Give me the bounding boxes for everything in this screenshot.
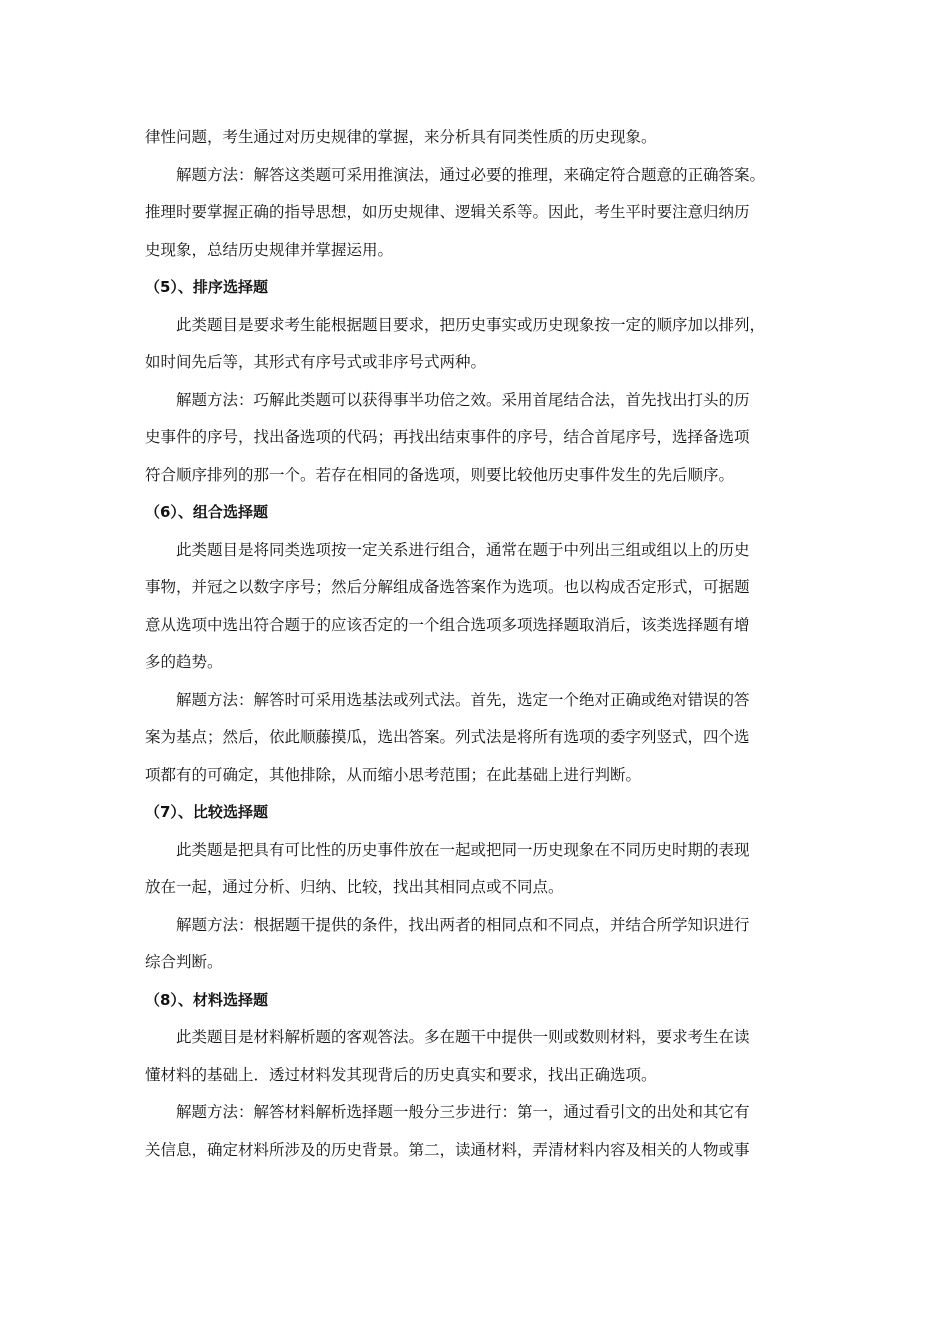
text-line: 懂材料的基础上．透过材料发其现背后的历史真实和要求，找出正确选项。 — [145, 1065, 657, 1084]
text-line: 多的趋势。 — [145, 653, 223, 671]
text-line: 综合判断。 — [145, 953, 223, 971]
text-line: 事物，并冠之以数字序号；然后分解组成备选答案作为选项。也以构成否定形式，可据题 — [145, 578, 750, 596]
text-line: 此类题目是材料解析题的客观答法。多在题干中提供一则或数则材料，要求考生在读 — [176, 1028, 750, 1046]
text-line: 此类题是把具有可比性的历史事件放在一起或把同一历史现象在不同历史时期的表现 — [176, 840, 750, 859]
text-line: 史事件的序号，找出备选项的代码；再找出结束事件的序号，结合首尾序号，选择备选项 — [145, 428, 750, 446]
text-line: 解题方法：根据题干提供的条件，找出两者的相同点和不同点，并结合所学知识进行 — [176, 915, 750, 934]
text-line: 此类题目是将同类选项按一定关系进行组合，通常在题于中列出三组或组以上的历史 — [176, 540, 750, 559]
text-line: 如时间先后等，其形式有序号式或非序号式两种。 — [145, 353, 487, 371]
text-line: 解题方法：解答材料解析选择题一般分三步进行：第一，通过看引文的出处和其它有 — [176, 1103, 750, 1121]
text-line: 放在一起，通过分析、归纳、比较，找出其相同点或不同点。 — [145, 878, 564, 896]
text-line: 解题方法：解答这类题可采用推演法，通过必要的推理，来确定符合题意的正确答案。 — [176, 165, 766, 184]
text-line: 律性问题，考生通过对历史规律的掌握，来分析具有同类性质的历史现象。 — [145, 128, 657, 146]
text-line: 案为基点；然后，依此顺藤摸瓜，选出答案。列式法是将所有选项的委字列竖式，四个选 — [145, 728, 750, 746]
text-line: 解题方法：解答时可采用选基法或列式法。首先，选定一个绝对正确或绝对错误的答 — [176, 690, 750, 709]
text-line: 意从选项中选出符合题于的应该否定的一个组合选项多项选择题取消后，该类选择题有增 — [145, 615, 750, 634]
document-page — [145, 119, 813, 1169]
section-heading: （7）、比较选择题 — [145, 803, 268, 821]
text-line: 此类题目是要求考生能根据题目要求，把历史事实或历史现象按一定的顺序加以排列， — [176, 315, 766, 334]
section-heading: （5）、排序选择题 — [145, 278, 268, 296]
text-line: 关信息，确定材料所涉及的历史背景。第二，读通材料，弄清材料内容及相关的人物或事 — [145, 1140, 750, 1159]
text-line: 符合顺序排列的那一个。若存在相同的备选项，则要比较他历史事件发生的先后顺序。 — [145, 465, 735, 484]
text-line: 史现象，总结历史规律并掌握运用。 — [145, 240, 394, 259]
section-heading: （8）、材料选择题 — [145, 990, 268, 1009]
text-line: 项都有的可确定，其他排除，从而缩小思考范围；在此基础上进行判断。 — [145, 765, 642, 784]
section-heading: （6）、组合选择题 — [145, 503, 268, 521]
text-line: 推理时要掌握正确的指导思想，如历史规律、逻辑关系等。因此，考生平时要注意归纳历 — [145, 203, 750, 221]
text-line: 解题方法：巧解此类题可以获得事半功倍之效。采用首尾结合法，首先找出打头的历 — [176, 390, 750, 409]
